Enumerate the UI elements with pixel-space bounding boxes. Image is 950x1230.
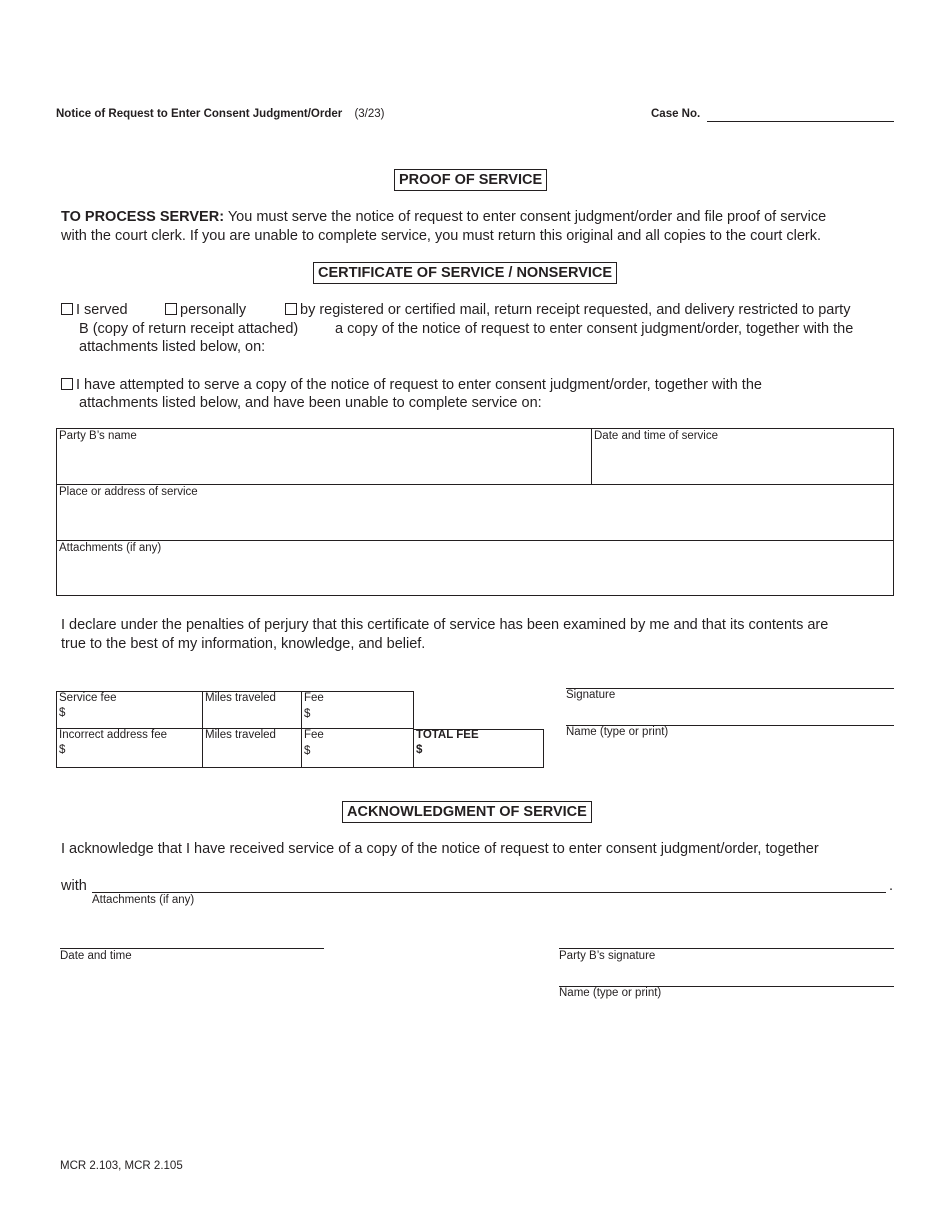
served-text-line3: attachments listed below, on:: [79, 339, 266, 355]
fee-label: Fee: [304, 692, 324, 704]
instruction-line1: You must serve the notice of request to enter consent judgment/order and file proof of service: [227, 209, 827, 225]
served-text-line2: a copy of the notice of request to enter consent judgment/order, together with the: [335, 321, 854, 337]
personally-option: [165, 301, 246, 320]
service-fee-dollar[interactable]: $: [59, 707, 66, 719]
mail-option: [285, 301, 850, 320]
process-server-instruction: [61, 208, 826, 227]
certificate-title: CERTIFICATE OF SERVICE / NONSERVICE: [313, 262, 617, 284]
attempted-line1: I have attempted to serve a copy of the notice of request to enter consent judgment/order, together with the: [76, 377, 762, 393]
served-label: I served: [76, 302, 128, 318]
personally-checkbox[interactable]: [165, 303, 177, 315]
served-checkbox[interactable]: [61, 303, 73, 315]
personally-label: personally: [180, 302, 247, 318]
served-option-row: [61, 301, 128, 320]
party-b-name-label: Party B’s name: [59, 430, 137, 442]
date-time-of-service-label: Date and time of service: [594, 430, 719, 442]
acknowledgment-line1: I acknowledge that I have received service of a copy of the notice of request to enter consent judgment/order, together: [61, 841, 819, 857]
attempted-line2: attachments listed below, and have been unable to complete service on:: [79, 395, 542, 411]
party-b-name-field[interactable]: [57, 446, 590, 483]
instruction-line2: with the court clerk. If you are unable to complete service, you must return this original and all copies to the court clerk.: [61, 228, 822, 244]
footer-rules: MCR 2.103, MCR 2.105: [60, 1160, 183, 1172]
form-date: (3/23): [354, 108, 385, 120]
fees-divider: [301, 691, 302, 767]
proof-of-service-title: PROOF OF SERVICE: [394, 169, 547, 191]
fee-dollar[interactable]: $: [304, 708, 311, 720]
ack-attachments-label: Attachments (if any): [92, 894, 195, 906]
declaration-line2: true to the best of my information, knowledge, and belief.: [61, 636, 426, 652]
party-b-signature-line[interactable]: [559, 948, 894, 949]
ack-period: .: [889, 878, 894, 894]
miles-traveled-label-2: Miles traveled: [205, 729, 276, 741]
acknowledgment-title: ACKNOWLEDGMENT OF SERVICE: [342, 801, 592, 823]
date-time-of-service-field[interactable]: [592, 446, 892, 483]
party-b-name-print-label: Name (type or print): [559, 987, 662, 999]
fee-label-2: Fee: [304, 729, 324, 741]
instruction-bold: TO PROCESS SERVER:: [61, 209, 225, 225]
fees-divider: [202, 691, 203, 767]
attachments-field[interactable]: [57, 558, 892, 594]
service-fee-label: Service fee: [59, 692, 117, 704]
mail-label-line1: by registered or certified mail, return receipt requested, and delivery restricted to party: [300, 302, 851, 318]
attempted-option: [61, 376, 762, 395]
attachments-label: Attachments (if any): [59, 542, 162, 554]
with-label: with: [61, 878, 87, 894]
declaration-line1: I declare under the penalties of perjury that this certificate of service has been examined by me and that its contents are: [61, 617, 829, 633]
ack-attachments-line[interactable]: [92, 892, 886, 893]
place-of-service-label: Place or address of service: [59, 486, 198, 498]
form-title: Notice of Request to Enter Consent Judgment/Order (3/23): [56, 108, 385, 120]
mail-label-line2: B (copy of return receipt attached): [79, 321, 299, 337]
party-b-signature-label: Party B’s signature: [559, 950, 656, 962]
miles-traveled-label: Miles traveled: [205, 692, 276, 704]
attempted-checkbox[interactable]: [61, 378, 73, 390]
fee-dollar-2[interactable]: $: [304, 745, 311, 757]
incorrect-address-fee-dollar[interactable]: $: [59, 744, 66, 756]
table-divider: [56, 484, 894, 485]
mail-checkbox[interactable]: [285, 303, 297, 315]
place-of-service-field[interactable]: [57, 502, 892, 539]
case-no-field[interactable]: [707, 121, 894, 122]
table-divider: [56, 540, 894, 541]
incorrect-address-fee-label: Incorrect address fee: [59, 729, 168, 741]
ack-date-time-label: Date and time: [60, 950, 132, 962]
case-no-label: Case No.: [651, 108, 701, 120]
total-fee-label: TOTAL FEE: [416, 729, 479, 741]
ack-date-time-line[interactable]: [60, 948, 324, 949]
signature-label: Signature: [566, 689, 616, 701]
total-fee-dollar[interactable]: $: [416, 744, 423, 756]
server-name-label: Name (type or print): [566, 726, 669, 738]
